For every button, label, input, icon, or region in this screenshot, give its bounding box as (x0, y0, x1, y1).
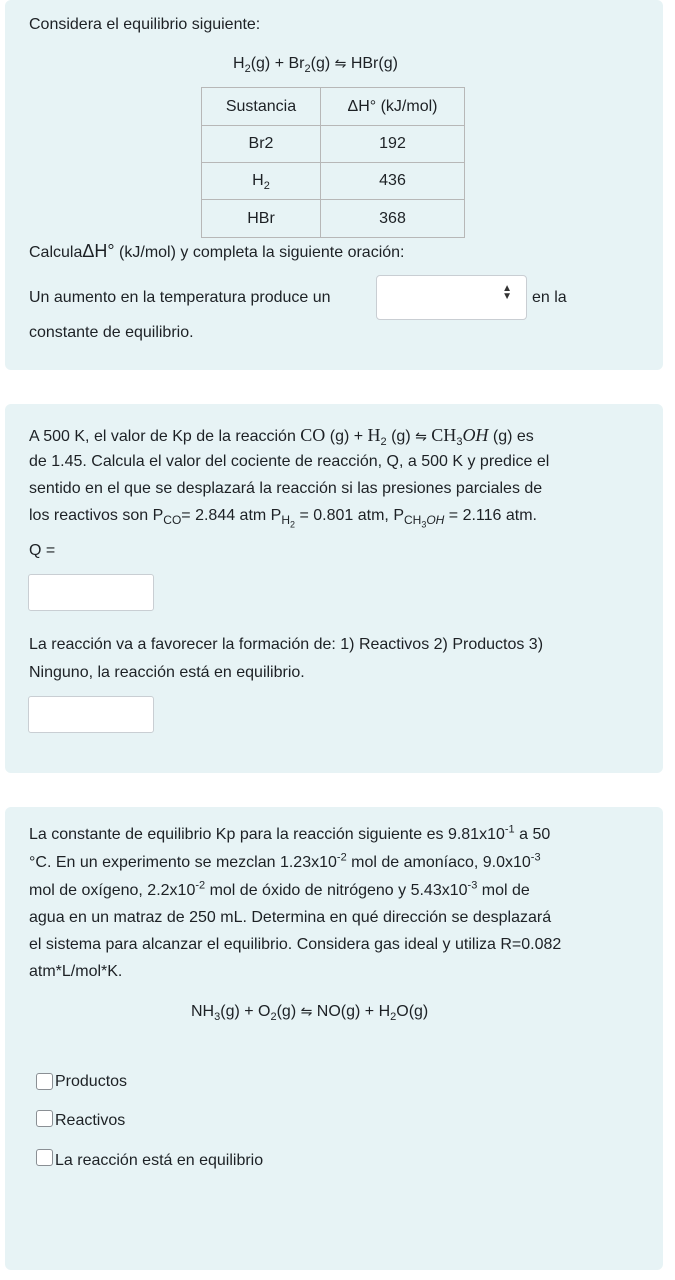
reaction-equation-3: $NH_3(g) + O_2(g)$ ⇋ $NO(g) + H_2O(g)$ (191, 1003, 429, 1024)
question-3-line-2: °C. En un experimento se mezclan $1.23x10^{-2}$ mol de amoníaco, $9.0x10^{-3}$ (29, 851, 541, 871)
table-cell: HBr (202, 200, 321, 238)
enthalpy-table (201, 87, 465, 238)
question-2-line-3: sentido en el que se desplazará la reacción si las presiones parciales de (29, 480, 543, 497)
table-row (202, 200, 465, 238)
question-3-line-5: el sistema para alcanzar el equilibrio. Considera gas ideal y utiliza R=0.082 (29, 936, 562, 953)
q-value-input[interactable] (28, 574, 154, 611)
sentence-part-3: constante de equilibrio. (29, 324, 194, 341)
option-productos-checkbox[interactable] (36, 1073, 53, 1090)
question-card-2 (5, 404, 663, 773)
table-cell: 192 (321, 126, 465, 163)
equilibrium-arrow-icon: ⇋ (415, 429, 427, 445)
table-cell: Br2 (202, 126, 321, 163)
question-1-intro: Considera el equilibrio siguiente: (29, 16, 261, 33)
sentence-part-2: en la (532, 289, 567, 306)
table-row (202, 163, 465, 200)
sentence-part-1: Un aumento en la temperatura produce un (29, 289, 331, 306)
table-header-row (202, 88, 465, 126)
table-row (202, 126, 465, 163)
direction-answer-input[interactable] (28, 696, 154, 733)
option-equilibrio-checkbox[interactable] (36, 1149, 53, 1166)
table-header: Sustancia (202, 88, 321, 126)
calc-instruction: CalculaΔH° (kJ/mol) y completa la siguiente oración: (29, 241, 405, 261)
option-label: Productos (55, 1073, 128, 1090)
question-2-line-2: de 1.45. Calcula el valor del cociente de reacción, Q, a 500 K y predice el (29, 453, 550, 470)
select-caret-icon: ▲ ▼ (502, 283, 512, 302)
question-2-line-5: La reacción va a favorecer la formación de: 1) Reactivos 2) Productos 3) (29, 636, 544, 653)
answer-select[interactable] (376, 275, 527, 320)
table-cell: 368 (321, 200, 465, 238)
equilibrium-arrow-icon: ⇋ (300, 1004, 313, 1020)
question-card-3 (5, 807, 663, 1270)
question-3-line-1: La constante de equilibrio Kp para la reacción siguiente es $9.81x10^{-1}$ a 50 (29, 823, 551, 843)
question-3-line-6: atm*L/mol*K. (29, 963, 123, 980)
question-2-line-4: los reactivos son $P_{CO}= 2.844$ atm $P_{H_2} = 0.801$ atm, $P_{CH_3OH} = 2.116$ atm. (29, 507, 537, 530)
table-cell: $H_2$ (202, 163, 321, 200)
reaction-equation-1: $H_2(g) + Br_2(g)$ ⇋ HBr(g) (233, 55, 398, 76)
question-3-line-3: mol de oxígeno, $2.2x10^{-2}$ mol de óxido de nitrógeno y $5.43x10^{-3}$ mol de (29, 879, 530, 899)
question-card-1 (5, 0, 663, 370)
option-reactivos-checkbox[interactable] (36, 1110, 53, 1127)
q-label: Q = (29, 542, 56, 559)
table-cell: 436 (321, 163, 465, 200)
table-header: ΔH° (kJ/mol) (321, 88, 465, 126)
equilibrium-arrow-icon: ⇋ (334, 56, 347, 72)
option-label: Reactivos (55, 1112, 126, 1129)
question-2-line-6: Ninguno, la reacción está en equilibrio. (29, 664, 305, 681)
option-label: La reacción está en equilibrio (55, 1152, 264, 1169)
question-3-line-4: agua en un matraz de 250 mL. Determina en qué dirección se desplazará (29, 909, 552, 926)
question-2-line-1: A 500 K, el valor de Kp de la reacción CO $(g) + H_2$ (g) ⇋ $CH_3OH$ (g) es (29, 425, 534, 449)
